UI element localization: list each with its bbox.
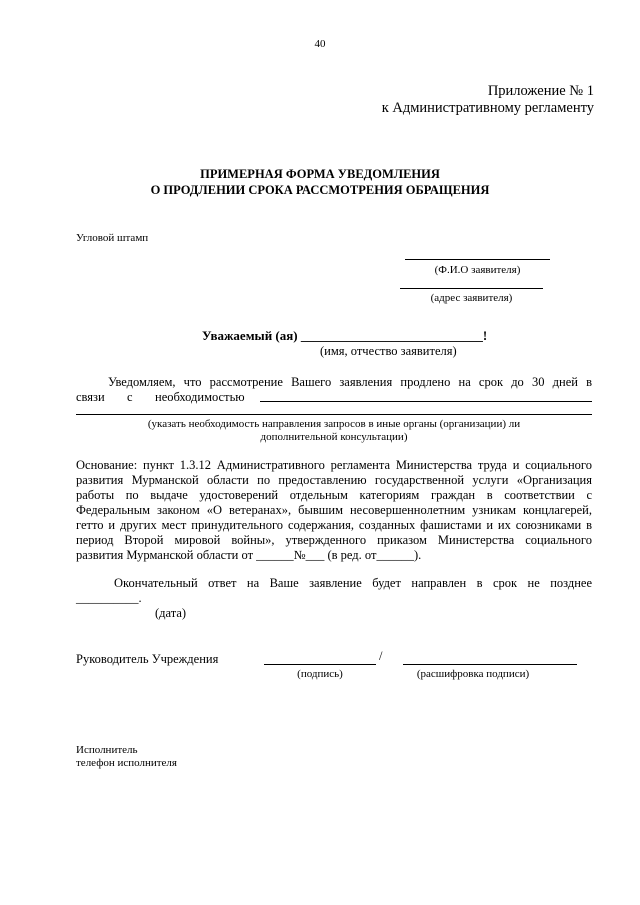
- signature-label: Руководитель Учреждения: [76, 652, 219, 666]
- basis-line: гетто и других мест принудительного содержания, созданных фашистами и их союзниками в: [76, 518, 592, 532]
- signature-decode-line: [403, 664, 577, 665]
- greeting-label: Уважаемый (ая) ____________________________!: [202, 328, 488, 343]
- applicant-fio-caption: (Ф.И.О заявителя): [434, 264, 521, 276]
- applicant-address-caption: (адрес заявителя): [430, 292, 513, 304]
- final-answer-line-2: __________.: [76, 591, 142, 605]
- basis-line: период Второй мировой войны», утвержденного приказом Министерства социального: [76, 533, 592, 547]
- notice-word-1: связи: [76, 390, 105, 404]
- basis-line: Федеральным законом «О ветеранах», бывшим несовершеннолетним узникам концлагерей,: [76, 503, 592, 517]
- necessity-line-2: [76, 414, 592, 415]
- appendix-line-2: к Административному регламенту: [381, 100, 594, 116]
- executor-label: Исполнитель: [76, 744, 138, 756]
- necessity-caption-2: дополнительной консультации): [260, 431, 408, 443]
- executor-phone-label: телефон исполнителя: [76, 757, 177, 769]
- appendix-line-1: Приложение № 1: [487, 83, 594, 99]
- notice-word-3: необходимостью: [155, 390, 245, 404]
- applicant-fio-line: [405, 259, 550, 260]
- basis-line: Основание: пункт 1.3.12 Административного регламента Министерства труда и социального: [76, 458, 592, 472]
- signature-decode-caption: (расшифровка подписи): [416, 668, 530, 680]
- basis-paragraph: [76, 458, 592, 563]
- necessity-line-1: [260, 401, 592, 402]
- corner-stamp-label: Угловой штамп: [76, 232, 149, 244]
- necessity-caption-1: (указать необходимость направления запросов в иные органы (организации) ли: [147, 418, 521, 430]
- signature-caption: (подпись): [297, 668, 343, 680]
- applicant-address-line: [400, 288, 543, 289]
- greeting-caption: (имя, отчество заявителя): [320, 344, 457, 358]
- basis-line: работы по выдаче удостоверений отдельным категориям граждан в соответствии с: [76, 488, 592, 502]
- basis-line: развития Мурманской области по предоставлению государственной услуги «Организация: [76, 473, 592, 487]
- basis-last-line: развития Мурманской области от ______№___ (в ред. от______).: [76, 548, 422, 562]
- date-caption: (дата): [155, 606, 187, 620]
- notice-word-2: с: [127, 390, 133, 404]
- page-number: 40: [314, 38, 326, 50]
- signature-slash: /: [379, 649, 383, 663]
- final-answer-line-1: Окончательный ответ на Ваше заявление будет направлен в срок не позднее: [114, 576, 592, 590]
- form-title-line-2: О ПРОДЛЕНИИ СРОКА РАССМОТРЕНИЯ ОБРАЩЕНИЯ: [150, 183, 490, 197]
- form-title-line-1: ПРИМЕРНАЯ ФОРМА УВЕДОМЛЕНИЯ: [200, 167, 440, 181]
- signature-line: [264, 664, 376, 665]
- notice-line-1: Уведомляем, что рассмотрение Вашего заявления продлено на срок до 30 дней в: [108, 375, 592, 389]
